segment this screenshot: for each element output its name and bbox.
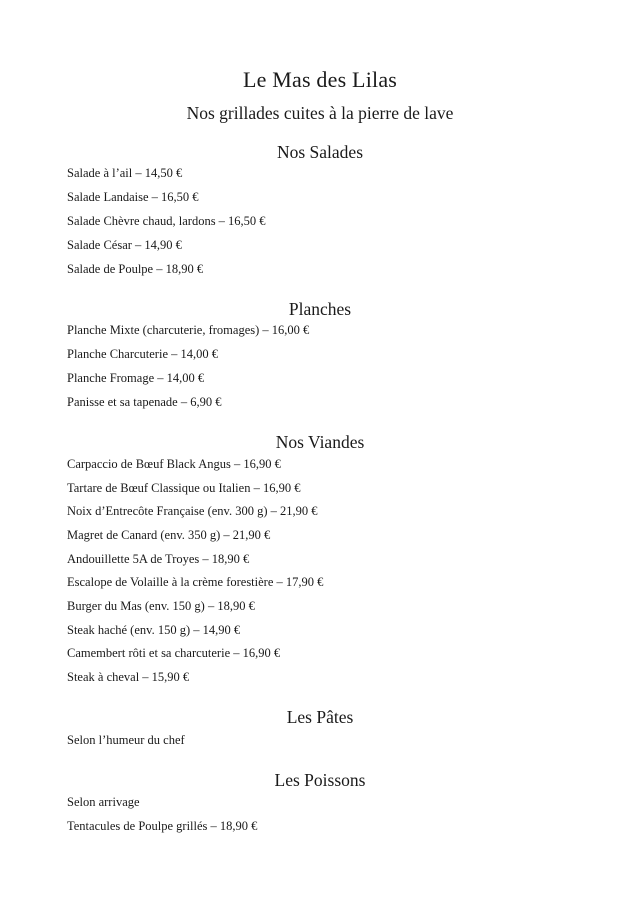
menu-item: Selon arrivage — [67, 795, 140, 809]
menu-item: Steak haché (env. 150 g) – 14,90 € — [67, 623, 241, 637]
section-title-poissons: Les Poissons — [274, 770, 366, 790]
menu-item: Salade Landaise – 16,50 € — [67, 190, 199, 204]
menu-item: Salade Chèvre chaud, lardons – 16,50 € — [67, 214, 266, 228]
menu-item: Salade à l’ail – 14,50 € — [67, 166, 183, 180]
menu-item: Planche Fromage – 14,00 € — [67, 371, 205, 385]
menu-item: Salade de Poulpe – 18,90 € — [67, 262, 204, 276]
menu-item: Steak à cheval – 15,90 € — [67, 670, 190, 684]
section-title-salades: Nos Salades — [276, 142, 364, 162]
menu-item: Salade César – 14,90 € — [67, 238, 182, 252]
menu-item: Planche Charcuterie – 14,00 € — [67, 347, 218, 361]
menu-item: Selon l’humeur du chef — [67, 733, 185, 747]
section-title-planches: Planches — [288, 299, 352, 319]
menu-item: Noix d’Entrecôte Française (env. 300 g) – 21,90 € — [67, 504, 318, 518]
section-title-pates: Les Pâtes — [286, 707, 354, 727]
section-title-viandes: Nos Viandes — [275, 432, 365, 452]
menu-item: Escalope de Volaille à la crème forestière – 17,90 € — [67, 575, 324, 589]
menu-item: Planche Mixte (charcuterie, fromages) – 16,00 € — [67, 323, 310, 337]
menu-item: Magret de Canard (env. 350 g) – 21,90 € — [67, 528, 271, 542]
menu-item: Tartare de Bœuf Classique ou Italien – 16,90 € — [67, 481, 301, 495]
menu-item: Burger du Mas (env. 150 g) – 18,90 € — [67, 599, 255, 613]
menu-item: Andouillette 5A de Troyes – 18,90 € — [67, 552, 250, 566]
restaurant-name: Le Mas des Lilas — [242, 67, 398, 92]
menu-item: Camembert rôti et sa charcuterie – 16,90 € — [67, 646, 281, 660]
restaurant-tagline: Nos grillades cuites à la pierre de lave — [186, 103, 454, 123]
menu-item: Panisse et sa tapenade – 6,90 € — [67, 395, 222, 409]
menu-item: Tentacules de Poulpe grillés – 18,90 € — [67, 819, 258, 833]
menu-item: Carpaccio de Bœuf Black Angus – 16,90 € — [67, 457, 281, 471]
